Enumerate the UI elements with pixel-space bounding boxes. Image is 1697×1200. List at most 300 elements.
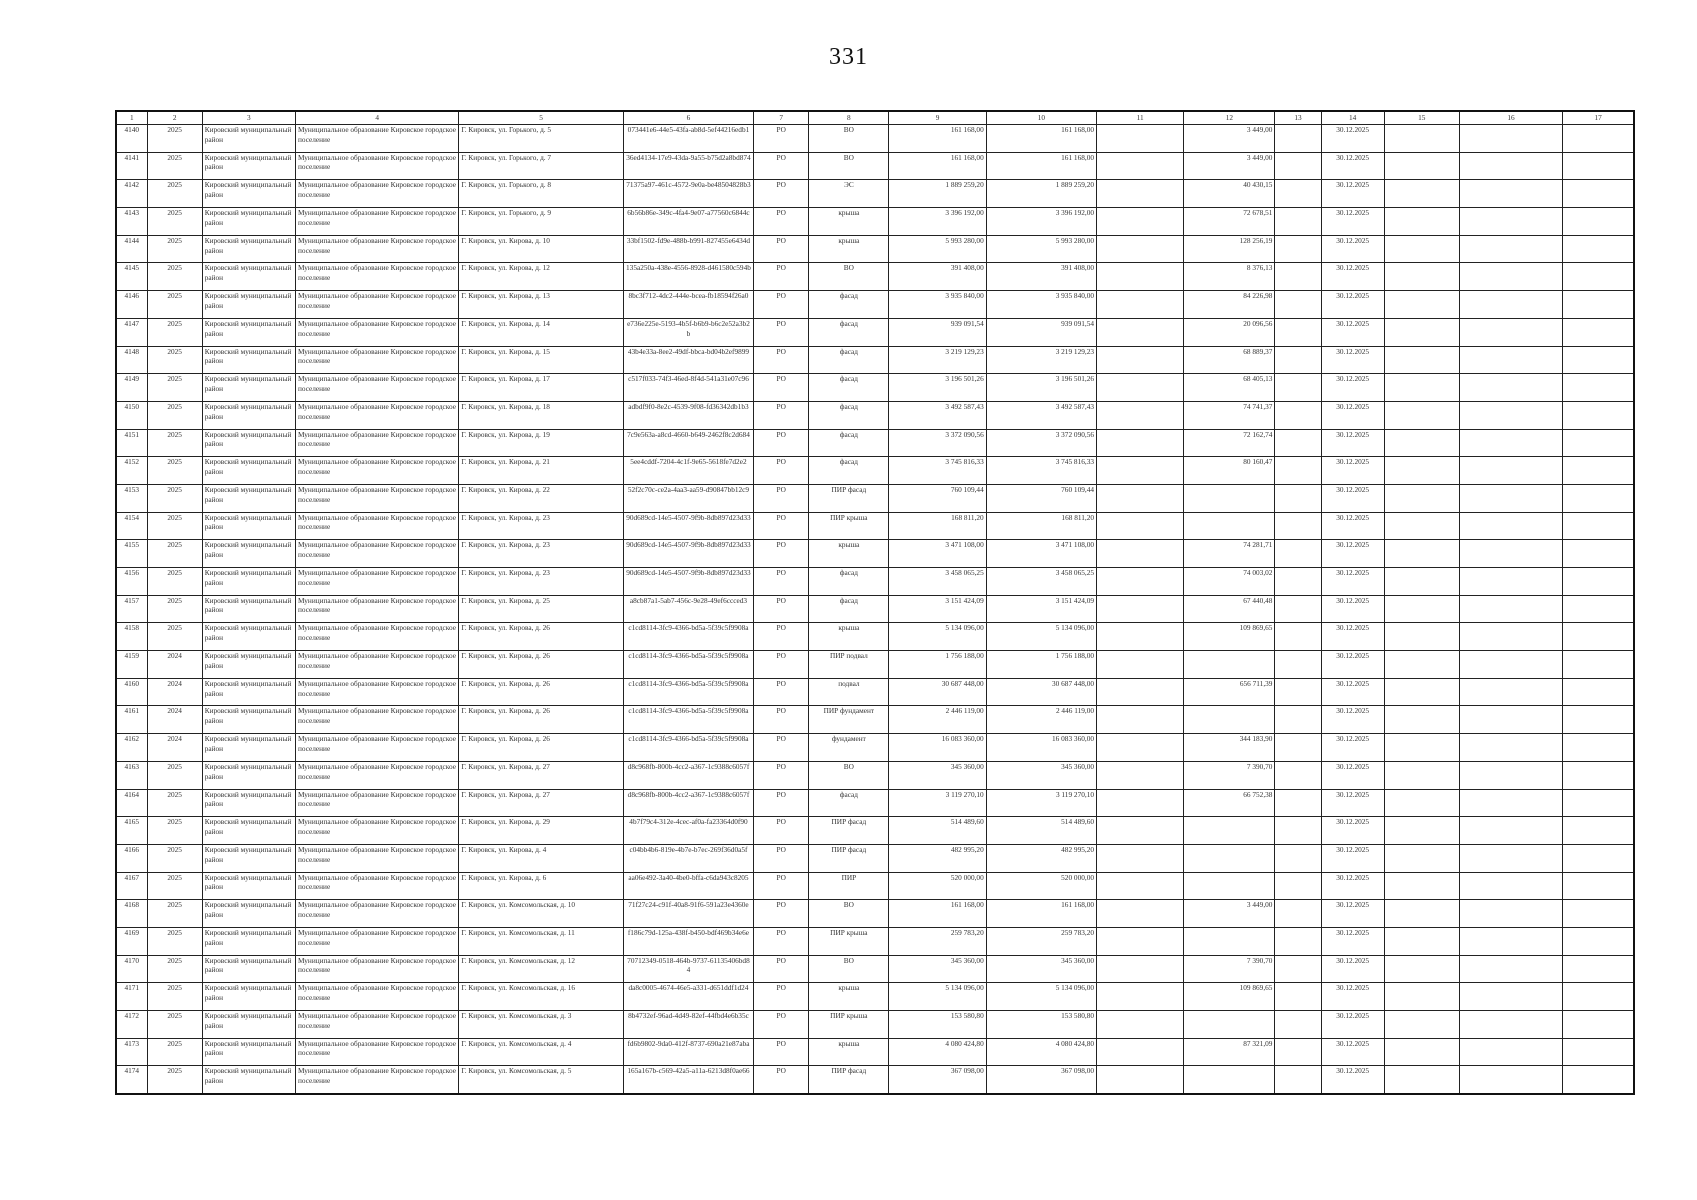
cell-house-guid: 33bf1502-fd9e-488b-b991-827455e6434d (623, 235, 753, 263)
cell-municipality: Муниципальное образование Кировское городское поселение (295, 125, 458, 153)
cell-house-guid: 8b4732ef-96ad-4d49-82ef-44fbd4e6b35c (623, 1011, 753, 1039)
cell-year: 2025 (147, 512, 202, 540)
cell-row-id: 4164 (116, 789, 147, 817)
cell-row-id: 4157 (116, 595, 147, 623)
cell-col-13 (1275, 152, 1321, 180)
cell-cost-fund: 520 000,00 (986, 872, 1096, 900)
cell-district: Кировский муниципальный район (202, 844, 295, 872)
cell-col-16 (1459, 401, 1562, 429)
cell-municipality: Муниципальное образование Кировское городское поселение (295, 180, 458, 208)
cell-municipality: Муниципальное образование Кировское городское поселение (295, 512, 458, 540)
cell-row-id: 4165 (116, 817, 147, 845)
cell-col-12: 40 430,15 (1184, 180, 1275, 208)
cell-col-16 (1459, 540, 1562, 568)
cell-cost-total: 520 000,00 (889, 872, 986, 900)
cell-district: Кировский муниципальный район (202, 1011, 295, 1039)
cell-district: Кировский муниципальный район (202, 927, 295, 955)
table-row (116, 623, 1634, 651)
cell-col-17 (1563, 401, 1634, 429)
cell-house-guid: 90d689cd-14e5-4507-9f9b-8db897d23d33 (623, 512, 753, 540)
cell-district: Кировский муниципальный район (202, 291, 295, 319)
cell-row-id: 4173 (116, 1038, 147, 1066)
cell-municipality: Муниципальное образование Кировское городское поселение (295, 678, 458, 706)
column-header-4: 4 (295, 111, 458, 125)
cell-year: 2025 (147, 152, 202, 180)
cell-district: Кировский муниципальный район (202, 152, 295, 180)
cell-year: 2025 (147, 900, 202, 928)
cell-address: Г. Кировск, ул. Кирова, д. 23 (459, 540, 623, 568)
cell-cost-total: 5 993 280,00 (889, 235, 986, 263)
table-row (116, 844, 1634, 872)
cell-work-type: фасад (809, 346, 889, 374)
cell-year: 2025 (147, 817, 202, 845)
cell-house-guid: 4b7f79c4-312e-4cec-af0a-fa23364d0f90 (623, 817, 753, 845)
cell-col-16 (1459, 429, 1562, 457)
cell-col-17 (1563, 180, 1634, 208)
cell-house-guid: c1cd8114-3fc9-4366-bd5a-5f39c5f9908a (623, 623, 753, 651)
cell-col-12 (1184, 1066, 1275, 1094)
cell-col-11 (1097, 152, 1184, 180)
table-row (116, 1038, 1634, 1066)
cell-cost-fund: 3 458 065,25 (986, 568, 1096, 596)
cell-house-guid: adbdf9f0-8e2c-4539-9f08-fd36342db1b3 (623, 401, 753, 429)
cell-col-17 (1563, 374, 1634, 402)
cell-col-11 (1097, 734, 1184, 762)
cell-work-type: фасад (809, 568, 889, 596)
cell-col-12: 68 889,37 (1184, 346, 1275, 374)
cell-col-16 (1459, 512, 1562, 540)
cell-row-id: 4170 (116, 955, 147, 983)
cell-col-13 (1275, 235, 1321, 263)
cell-cost-fund: 391 408,00 (986, 263, 1096, 291)
cell-col-11 (1097, 208, 1184, 236)
cell-col-11 (1097, 512, 1184, 540)
cell-col-15 (1384, 595, 1459, 623)
cell-district: Кировский муниципальный район (202, 817, 295, 845)
cell-row-id: 4162 (116, 734, 147, 762)
cell-col-15 (1384, 180, 1459, 208)
cell-district: Кировский муниципальный район (202, 1066, 295, 1094)
cell-col-16 (1459, 484, 1562, 512)
cell-col-13 (1275, 983, 1321, 1011)
table-row (116, 512, 1634, 540)
cell-cost-fund: 3 745 816,33 (986, 457, 1096, 485)
table-row (116, 595, 1634, 623)
cell-program-type: РО (754, 872, 809, 900)
cell-house-guid: 71f27c24-c91f-40a8-91f6-591a23e4360e (623, 900, 753, 928)
cell-house-guid: 135a250a-438e-4556-8928-d461580c594b (623, 263, 753, 291)
cell-year: 2025 (147, 208, 202, 236)
cell-col-12 (1184, 484, 1275, 512)
cell-col-16 (1459, 1066, 1562, 1094)
cell-municipality: Муниципальное образование Кировское городское поселение (295, 429, 458, 457)
cell-col-11 (1097, 401, 1184, 429)
cell-work-type: ПИР крыша (809, 927, 889, 955)
cell-col-16 (1459, 678, 1562, 706)
cell-program-type: РО (754, 706, 809, 734)
cell-deadline: 30.12.2025 (1321, 789, 1384, 817)
cell-municipality: Муниципальное образование Кировское городское поселение (295, 457, 458, 485)
cell-house-guid: c04bb4b6-819e-4b7e-b7ec-269f36d0a5f (623, 844, 753, 872)
cell-col-17 (1563, 1011, 1634, 1039)
cell-col-16 (1459, 457, 1562, 485)
cell-municipality: Муниципальное образование Кировское городское поселение (295, 1011, 458, 1039)
cell-house-guid: 71375a97-461c-4572-9e0a-be48504828b3 (623, 180, 753, 208)
cell-col-15 (1384, 623, 1459, 651)
cell-address: Г. Кировск, ул. Кирова, д. 13 (459, 291, 623, 319)
cell-col-17 (1563, 706, 1634, 734)
cell-house-guid: 8bc3f712-4dc2-444e-bcea-fb18594f26a0 (623, 291, 753, 319)
cell-col-13 (1275, 180, 1321, 208)
cell-cost-total: 168 811,20 (889, 512, 986, 540)
cell-deadline: 30.12.2025 (1321, 1066, 1384, 1094)
cell-col-16 (1459, 927, 1562, 955)
cell-col-15 (1384, 318, 1459, 346)
cell-cost-fund: 4 080 424,80 (986, 1038, 1096, 1066)
cell-col-15 (1384, 512, 1459, 540)
cell-col-17 (1563, 318, 1634, 346)
cell-row-id: 4147 (116, 318, 147, 346)
cell-col-12: 128 256,19 (1184, 235, 1275, 263)
cell-col-16 (1459, 955, 1562, 983)
cell-year: 2025 (147, 263, 202, 291)
cell-deadline: 30.12.2025 (1321, 401, 1384, 429)
cell-row-id: 4141 (116, 152, 147, 180)
cell-program-type: РО (754, 512, 809, 540)
cell-work-type: крыша (809, 235, 889, 263)
cell-col-15 (1384, 706, 1459, 734)
cell-col-11 (1097, 318, 1184, 346)
cell-col-12: 7 390,70 (1184, 955, 1275, 983)
cell-address: Г. Кировск, ул. Кирова, д. 12 (459, 263, 623, 291)
cell-deadline: 30.12.2025 (1321, 817, 1384, 845)
cell-work-type: фасад (809, 457, 889, 485)
cell-col-15 (1384, 374, 1459, 402)
table-row (116, 678, 1634, 706)
table-row (116, 318, 1634, 346)
cell-address: Г. Кировск, ул. Горького, д. 5 (459, 125, 623, 153)
cell-program-type: РО (754, 817, 809, 845)
cell-cost-fund: 3 372 090,56 (986, 429, 1096, 457)
cell-col-17 (1563, 346, 1634, 374)
cell-address: Г. Кировск, ул. Комсомольская, д. 11 (459, 927, 623, 955)
cell-col-17 (1563, 1038, 1634, 1066)
cell-col-16 (1459, 623, 1562, 651)
cell-col-17 (1563, 595, 1634, 623)
cell-program-type: РО (754, 1011, 809, 1039)
table-row (116, 872, 1634, 900)
cell-col-13 (1275, 678, 1321, 706)
cell-col-16 (1459, 595, 1562, 623)
cell-address: Г. Кировск, ул. Кирова, д. 26 (459, 678, 623, 706)
cell-cost-fund: 16 083 360,00 (986, 734, 1096, 762)
table-row (116, 568, 1634, 596)
cell-district: Кировский муниципальный район (202, 789, 295, 817)
cell-col-17 (1563, 734, 1634, 762)
cell-district: Кировский муниципальный район (202, 374, 295, 402)
cell-col-12: 8 376,13 (1184, 263, 1275, 291)
cell-address: Г. Кировск, ул. Кирова, д. 26 (459, 623, 623, 651)
cell-col-13 (1275, 208, 1321, 236)
cell-cost-total: 367 098,00 (889, 1066, 986, 1094)
cell-cost-fund: 3 471 108,00 (986, 540, 1096, 568)
cell-col-13 (1275, 346, 1321, 374)
cell-district: Кировский муниципальный район (202, 734, 295, 762)
cell-cost-total: 3 151 424,09 (889, 595, 986, 623)
column-header-11: 11 (1097, 111, 1184, 125)
table-row (116, 235, 1634, 263)
cell-row-id: 4167 (116, 872, 147, 900)
cell-col-13 (1275, 927, 1321, 955)
cell-col-13 (1275, 817, 1321, 845)
cell-work-type: ЭС (809, 180, 889, 208)
cell-municipality: Муниципальное образование Кировское городское поселение (295, 1066, 458, 1094)
cell-district: Кировский муниципальный район (202, 568, 295, 596)
cell-col-11 (1097, 568, 1184, 596)
cell-district: Кировский муниципальный район (202, 429, 295, 457)
column-header-6: 6 (623, 111, 753, 125)
cell-row-id: 4150 (116, 401, 147, 429)
cell-col-11 (1097, 623, 1184, 651)
cell-address: Г. Кировск, ул. Кирова, д. 25 (459, 595, 623, 623)
cell-row-id: 4142 (116, 180, 147, 208)
cell-work-type: ПИР фундамент (809, 706, 889, 734)
column-header-15: 15 (1384, 111, 1459, 125)
cell-col-11 (1097, 1066, 1184, 1094)
cell-year: 2024 (147, 651, 202, 679)
column-header-3: 3 (202, 111, 295, 125)
cell-program-type: РО (754, 263, 809, 291)
cell-district: Кировский муниципальный район (202, 180, 295, 208)
cell-cost-fund: 5 993 280,00 (986, 235, 1096, 263)
cell-col-11 (1097, 900, 1184, 928)
cell-row-id: 4151 (116, 429, 147, 457)
cell-col-12 (1184, 927, 1275, 955)
cell-col-11 (1097, 374, 1184, 402)
cell-deadline: 30.12.2025 (1321, 872, 1384, 900)
cell-district: Кировский муниципальный район (202, 1038, 295, 1066)
cell-year: 2025 (147, 125, 202, 153)
cell-row-id: 4174 (116, 1066, 147, 1094)
cell-work-type: ВО (809, 955, 889, 983)
cell-deadline: 30.12.2025 (1321, 457, 1384, 485)
cell-work-type: ПИР фасад (809, 844, 889, 872)
cell-program-type: РО (754, 623, 809, 651)
table-row (116, 817, 1634, 845)
cell-deadline: 30.12.2025 (1321, 900, 1384, 928)
cell-cost-fund: 3 151 424,09 (986, 595, 1096, 623)
cell-col-13 (1275, 651, 1321, 679)
cell-year: 2025 (147, 789, 202, 817)
cell-program-type: РО (754, 180, 809, 208)
cell-col-12 (1184, 817, 1275, 845)
cell-program-type: РО (754, 955, 809, 983)
cell-district: Кировский муниципальный район (202, 125, 295, 153)
cell-house-guid: 52f2c70c-ce2a-4aa3-aa59-d90847bb12c9 (623, 484, 753, 512)
cell-col-13 (1275, 457, 1321, 485)
cell-year: 2025 (147, 374, 202, 402)
cell-district: Кировский муниципальный район (202, 346, 295, 374)
cell-cost-fund: 3 935 840,00 (986, 291, 1096, 319)
cell-municipality: Муниципальное образование Кировское городское поселение (295, 235, 458, 263)
cell-year: 2025 (147, 927, 202, 955)
cell-district: Кировский муниципальный район (202, 235, 295, 263)
cell-col-16 (1459, 568, 1562, 596)
column-header-13: 13 (1275, 111, 1321, 125)
cell-district: Кировский муниципальный район (202, 900, 295, 928)
table-row (116, 955, 1634, 983)
cell-program-type: РО (754, 1066, 809, 1094)
cell-municipality: Муниципальное образование Кировское городское поселение (295, 983, 458, 1011)
cell-col-11 (1097, 595, 1184, 623)
cell-address: Г. Кировск, ул. Кирова, д. 4 (459, 844, 623, 872)
cell-col-11 (1097, 789, 1184, 817)
cell-cost-total: 16 083 360,00 (889, 734, 986, 762)
cell-cost-fund: 939 091,54 (986, 318, 1096, 346)
cell-municipality: Муниципальное образование Кировское городское поселение (295, 540, 458, 568)
cell-row-id: 4153 (116, 484, 147, 512)
cell-deadline: 30.12.2025 (1321, 152, 1384, 180)
cell-address: Г. Кировск, ул. Кирова, д. 10 (459, 235, 623, 263)
cell-year: 2025 (147, 623, 202, 651)
cell-col-12: 87 321,09 (1184, 1038, 1275, 1066)
cell-deadline: 30.12.2025 (1321, 512, 1384, 540)
cell-program-type: РО (754, 484, 809, 512)
cell-col-15 (1384, 872, 1459, 900)
cell-program-type: РО (754, 983, 809, 1011)
cell-col-16 (1459, 235, 1562, 263)
cell-cost-total: 345 360,00 (889, 761, 986, 789)
cell-col-17 (1563, 125, 1634, 153)
cell-house-guid: aa06e492-3a40-4be0-bffa-c6da943c8205 (623, 872, 753, 900)
cell-col-16 (1459, 180, 1562, 208)
cell-col-12 (1184, 844, 1275, 872)
cell-cost-total: 3 219 129,23 (889, 346, 986, 374)
cell-program-type: РО (754, 595, 809, 623)
table-row (116, 900, 1634, 928)
cell-col-15 (1384, 789, 1459, 817)
cell-col-16 (1459, 844, 1562, 872)
table-row (116, 152, 1634, 180)
cell-deadline: 30.12.2025 (1321, 429, 1384, 457)
table-row (116, 789, 1634, 817)
cell-year: 2025 (147, 983, 202, 1011)
cell-col-13 (1275, 429, 1321, 457)
cell-work-type: ПИР подвал (809, 651, 889, 679)
cell-col-11 (1097, 1011, 1184, 1039)
table-row (116, 291, 1634, 319)
cell-col-11 (1097, 180, 1184, 208)
cell-col-15 (1384, 900, 1459, 928)
cell-address: Г. Кировск, ул. Кирова, д. 6 (459, 872, 623, 900)
cell-house-guid: f186c79d-125a-438f-b450-bdf469b34e6e (623, 927, 753, 955)
cell-house-guid: 90d689cd-14e5-4507-9f9b-8db897d23d33 (623, 568, 753, 596)
cell-municipality: Муниципальное образование Кировское городское поселение (295, 651, 458, 679)
cell-col-15 (1384, 568, 1459, 596)
cell-house-guid: c1cd8114-3fc9-4366-bd5a-5f39c5f9908a (623, 678, 753, 706)
cell-deadline: 30.12.2025 (1321, 235, 1384, 263)
cell-col-13 (1275, 512, 1321, 540)
cell-address: Г. Кировск, ул. Комсомольская, д. 3 (459, 1011, 623, 1039)
cell-col-16 (1459, 900, 1562, 928)
cell-col-15 (1384, 291, 1459, 319)
cell-col-13 (1275, 291, 1321, 319)
cell-col-17 (1563, 429, 1634, 457)
cell-col-13 (1275, 900, 1321, 928)
cell-col-11 (1097, 457, 1184, 485)
cell-col-12 (1184, 1011, 1275, 1039)
cell-col-12: 72 678,51 (1184, 208, 1275, 236)
cell-row-id: 4143 (116, 208, 147, 236)
cell-row-id: 4149 (116, 374, 147, 402)
cell-municipality: Муниципальное образование Кировское городское поселение (295, 318, 458, 346)
cell-program-type: РО (754, 291, 809, 319)
cell-municipality: Муниципальное образование Кировское городское поселение (295, 872, 458, 900)
cell-col-16 (1459, 291, 1562, 319)
cell-col-11 (1097, 429, 1184, 457)
cell-year: 2025 (147, 595, 202, 623)
cell-district: Кировский муниципальный район (202, 623, 295, 651)
cell-deadline: 30.12.2025 (1321, 180, 1384, 208)
cell-col-11 (1097, 346, 1184, 374)
cell-col-15 (1384, 927, 1459, 955)
cell-col-15 (1384, 540, 1459, 568)
cell-municipality: Муниципальное образование Кировское городское поселение (295, 595, 458, 623)
cell-cost-fund: 5 134 096,00 (986, 623, 1096, 651)
cell-col-13 (1275, 734, 1321, 762)
cell-row-id: 4146 (116, 291, 147, 319)
cell-col-16 (1459, 208, 1562, 236)
table-row (116, 484, 1634, 512)
cell-col-15 (1384, 429, 1459, 457)
cell-address: Г. Кировск, ул. Горького, д. 9 (459, 208, 623, 236)
cell-col-16 (1459, 263, 1562, 291)
cell-col-17 (1563, 1066, 1634, 1094)
cell-col-16 (1459, 761, 1562, 789)
cell-col-16 (1459, 983, 1562, 1011)
cell-col-13 (1275, 374, 1321, 402)
cell-cost-total: 3 471 108,00 (889, 540, 986, 568)
cell-col-16 (1459, 346, 1562, 374)
cell-col-12: 344 183,90 (1184, 734, 1275, 762)
cell-municipality: Муниципальное образование Кировское городское поселение (295, 1038, 458, 1066)
cell-district: Кировский муниципальный район (202, 761, 295, 789)
cell-address: Г. Кировск, ул. Комсомольская, д. 5 (459, 1066, 623, 1094)
cell-col-15 (1384, 983, 1459, 1011)
cell-cost-fund: 161 168,00 (986, 900, 1096, 928)
cell-col-17 (1563, 152, 1634, 180)
table-row (116, 1011, 1634, 1039)
cell-program-type: РО (754, 844, 809, 872)
cell-cost-total: 5 134 096,00 (889, 983, 986, 1011)
cell-col-11 (1097, 817, 1184, 845)
cell-cost-fund: 367 098,00 (986, 1066, 1096, 1094)
cell-house-guid: fd6b9802-9da0-412f-8737-690a21e87aba (623, 1038, 753, 1066)
cell-col-17 (1563, 761, 1634, 789)
cell-col-11 (1097, 955, 1184, 983)
cell-col-16 (1459, 706, 1562, 734)
cell-municipality: Муниципальное образование Кировское городское поселение (295, 844, 458, 872)
cell-work-type: крыша (809, 208, 889, 236)
cell-col-15 (1384, 484, 1459, 512)
cell-col-15 (1384, 401, 1459, 429)
cell-deadline: 30.12.2025 (1321, 1038, 1384, 1066)
cell-municipality: Муниципальное образование Кировское городское поселение (295, 401, 458, 429)
cell-cost-total: 153 580,80 (889, 1011, 986, 1039)
cell-year: 2024 (147, 678, 202, 706)
cell-cost-fund: 482 995,20 (986, 844, 1096, 872)
cell-deadline: 30.12.2025 (1321, 208, 1384, 236)
